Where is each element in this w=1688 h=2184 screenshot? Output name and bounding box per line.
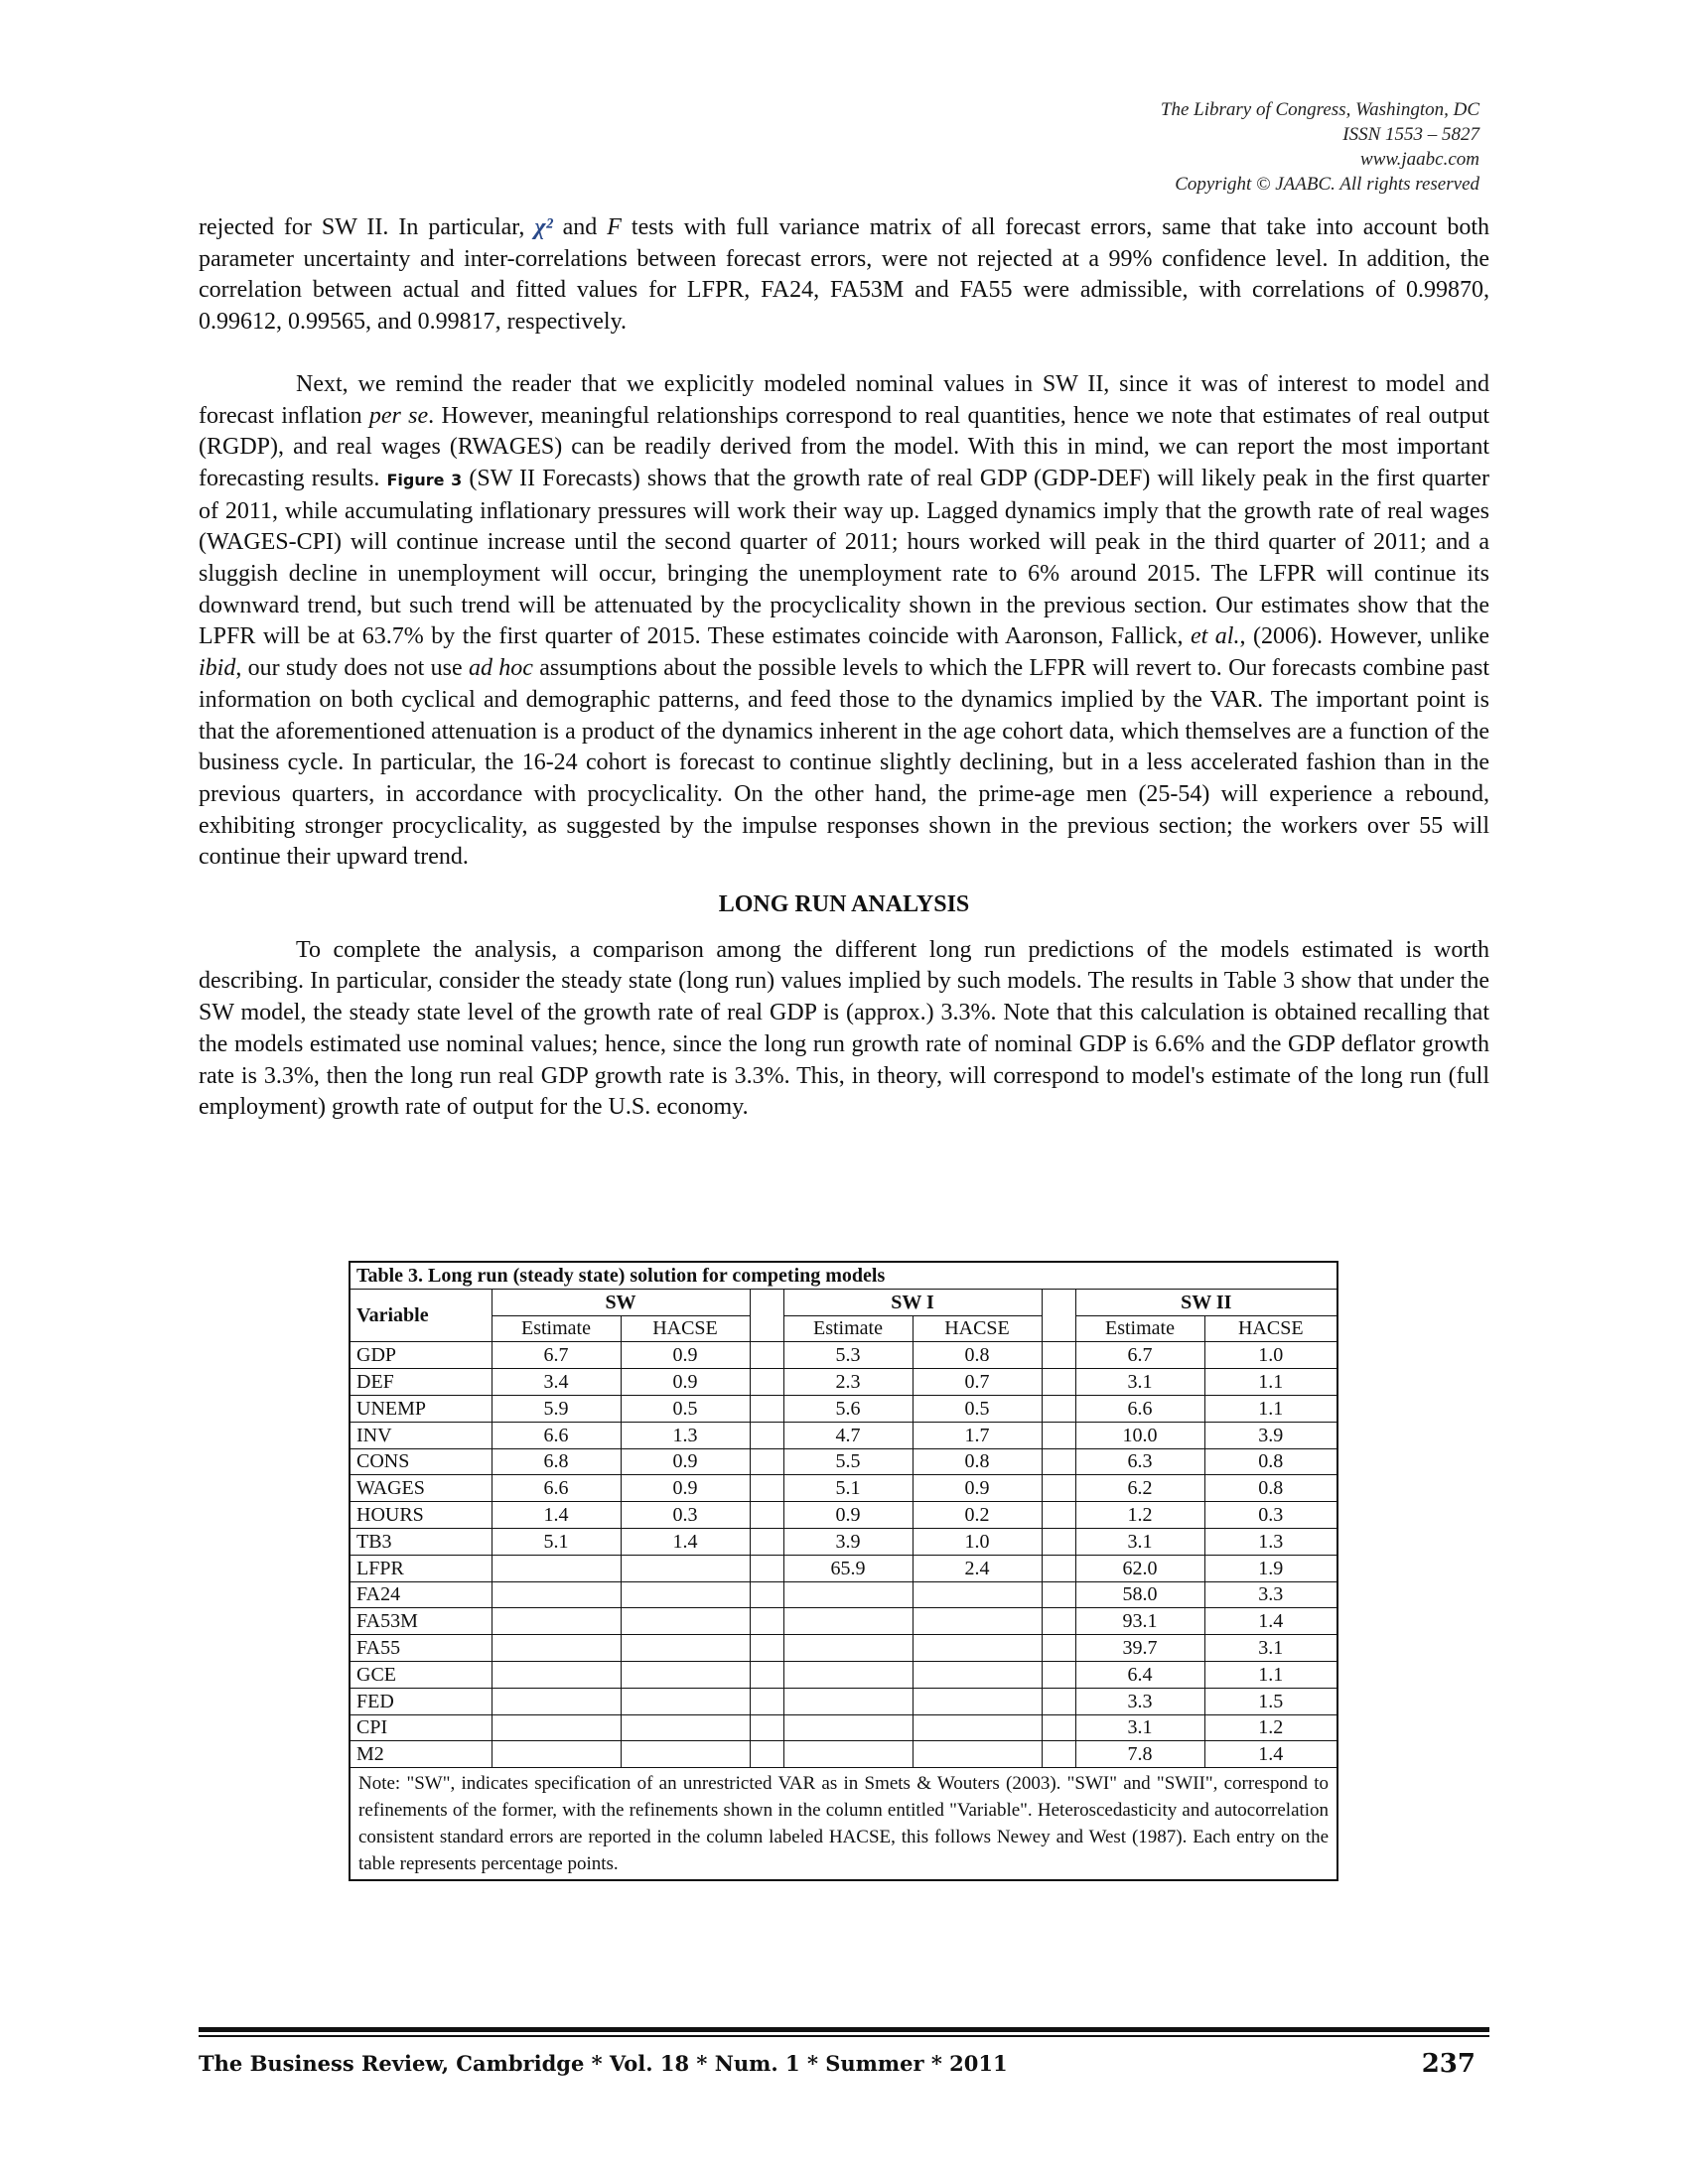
spacer-cell (1042, 1581, 1075, 1608)
sw-hacse-cell: 0.9 (621, 1369, 750, 1396)
sw-estimate-cell (492, 1635, 621, 1662)
paragraph-tests: rejected for SW II. In particular, χ² and F tests with full variance matrix of all forecast errors, same that take into account both parameter uncertainty and inter-correlations between forecast errors, were not rejected at a 99% confidence level. In addition, the correlation between actual and fitted values for LFPR, FA24, FA53M and FA55 were admissible, with correlations of 0.99870, 0.99612, 0.99565, and 0.99817, respectively. (199, 214, 1489, 336)
swii-estimate-cell: 6.4 (1075, 1661, 1204, 1688)
spacer-cell (1042, 1528, 1075, 1555)
chi-squared-symbol: χ² (534, 214, 553, 240)
sw-estimate-cell (492, 1555, 621, 1581)
swi-hacse-cell (913, 1688, 1042, 1714)
spacer-cell (750, 1448, 783, 1475)
sw-hacse-cell (621, 1635, 750, 1662)
spacer-cell (1042, 1475, 1075, 1502)
variable-cell: M2 (350, 1741, 492, 1768)
swii-hacse-cell: 1.0 (1204, 1342, 1337, 1369)
swi-hacse-cell: 0.8 (913, 1448, 1042, 1475)
subheader-estimate: Estimate (492, 1315, 621, 1342)
swii-estimate-cell: 3.1 (1075, 1369, 1204, 1396)
sw-hacse-cell: 0.9 (621, 1342, 750, 1369)
swii-hacse-cell: 3.3 (1204, 1581, 1337, 1608)
table-row (350, 1395, 1337, 1422)
table-row (350, 1475, 1337, 1502)
sw-estimate-cell: 3.4 (492, 1369, 621, 1396)
spacer-cell (1042, 1422, 1075, 1448)
table-body (350, 1342, 1337, 1768)
journal-header (1161, 97, 1479, 197)
subheader-hacse: HACSE (1204, 1315, 1337, 1342)
swi-hacse-cell (913, 1581, 1042, 1608)
sw-hacse-cell: 0.3 (621, 1502, 750, 1529)
swii-hacse-cell: 0.8 (1204, 1448, 1337, 1475)
spacer-cell (750, 1555, 783, 1581)
sw-hacse-cell: 1.3 (621, 1422, 750, 1448)
sw-hacse-cell: 1.4 (621, 1528, 750, 1555)
spacer-cell (1042, 1369, 1075, 1396)
swi-estimate-cell (783, 1714, 913, 1741)
table-row (350, 1422, 1337, 1448)
section-heading: LONG RUN ANALYSIS (718, 891, 970, 918)
swii-estimate-cell: 39.7 (1075, 1635, 1204, 1662)
table-row (350, 1502, 1337, 1529)
spacer-cell (750, 1342, 783, 1369)
header-line-issn: ISSN 1553 – 5827 (1342, 124, 1479, 145)
table-row (350, 1741, 1337, 1768)
sw-hacse-cell: 0.9 (621, 1475, 750, 1502)
spacer-cell (750, 1608, 783, 1635)
page-footer (199, 2049, 1489, 2079)
swii-hacse-cell: 0.8 (1204, 1475, 1337, 1502)
swi-estimate-cell: 5.1 (783, 1475, 913, 1502)
swi-estimate-cell: 0.9 (783, 1502, 913, 1529)
spacer-cell (750, 1369, 783, 1396)
swi-estimate-cell (783, 1688, 913, 1714)
sw-estimate-cell: 1.4 (492, 1502, 621, 1529)
swii-hacse-cell: 1.4 (1204, 1741, 1337, 1768)
swii-estimate-cell: 6.2 (1075, 1475, 1204, 1502)
subheader-estimate: Estimate (1075, 1315, 1204, 1342)
table-3 (349, 1261, 1336, 1881)
spacer-cell (750, 1422, 783, 1448)
variable-cell: LFPR (350, 1555, 492, 1581)
spacer-cell (750, 1581, 783, 1608)
footer-rule-thick (199, 2027, 1489, 2032)
sw-estimate-cell (492, 1688, 621, 1714)
variable-cell: GCE (350, 1661, 492, 1688)
swi-hacse-cell: 1.0 (913, 1528, 1042, 1555)
spacer-cell (750, 1289, 783, 1342)
sw-hacse-cell (621, 1555, 750, 1581)
table-row (350, 1555, 1337, 1581)
swi-hacse-cell (913, 1661, 1042, 1688)
swii-estimate-cell: 3.1 (1075, 1528, 1204, 1555)
spacer-cell (1042, 1608, 1075, 1635)
spacer-cell (750, 1661, 783, 1688)
table-row (350, 1635, 1337, 1662)
table-row (350, 1581, 1337, 1608)
sw-hacse-cell (621, 1608, 750, 1635)
spacer-cell (1042, 1555, 1075, 1581)
swii-hacse-cell: 1.9 (1204, 1555, 1337, 1581)
swii-estimate-cell: 3.3 (1075, 1688, 1204, 1714)
swii-hacse-cell: 1.1 (1204, 1369, 1337, 1396)
page-number: 237 (1421, 2049, 1476, 2079)
sw-hacse-cell (621, 1661, 750, 1688)
swi-estimate-cell: 5.6 (783, 1395, 913, 1422)
article-body (199, 212, 1489, 1124)
variable-cell: FA24 (350, 1581, 492, 1608)
swii-estimate-cell: 6.6 (1075, 1395, 1204, 1422)
table-row (350, 1342, 1337, 1369)
swi-hacse-cell: 0.8 (913, 1342, 1042, 1369)
spacer-cell (750, 1714, 783, 1741)
variable-cell: HOURS (350, 1502, 492, 1529)
sw-hacse-cell (621, 1688, 750, 1714)
subheader-estimate: Estimate (783, 1315, 913, 1342)
spacer-cell (750, 1741, 783, 1768)
spacer-cell (750, 1475, 783, 1502)
swi-estimate-cell (783, 1741, 913, 1768)
spacer-cell (1042, 1395, 1075, 1422)
swii-hacse-cell: 1.1 (1204, 1661, 1337, 1688)
variable-cell: FED (350, 1688, 492, 1714)
spacer-cell (1042, 1635, 1075, 1662)
paragraph-forecasts: Next, we remind the reader that we explicitly modeled nominal values in SW II, since it was of interest to model and forecast inflation per se. However, meaningful relationships correspond to real quantities, hence we note that estimates of real output (RGDP), and real wages (RWAGES) can be readily derived from the model. With this in mind, we can report the most important forecasting results. Figure 3 (SW II Forecasts) shows that the growth rate of real GDP (GDP-DEF) will likely peak in the first quarter of 2011, while accumulating inflationary pressures will work their way up. Lagged dynamics imply that the growth rate of real wages (WAGES-CPI) will continue increase until the second quarter of 2011; hours worked will peak in the third quarter of 2011; and a sluggish decline in unemployment will occur, bringing the unemployment rate to 6% around 2015. The LFPR will continue its downward trend, but such trend will be attenuated by the procyclicality shown in the previous section. Our estimates show that the LPFR will be at 63.7% by the first quarter of 2015. These estimates coincide with Aaronson, Fallick, et al., (2006). However, unlike ibid, our study does not use ad hoc assumptions about the possible levels to which the LFPR will revert to. Our forecasts combine past information on both cyclical and demographic patterns, and feed those to the dynamics implied by the VAR. The important point is that the aforementioned attenuation is a product of the dynamics inherent in the age cohort data, which themselves are a function of the business cycle. In particular, the 16-24 cohort is forecast to continue slightly declining, but in a less accelerated fashion than in the previous quarters, in accordance with procyclicality. On the other hand, the prime-age men (25-54) will experience a rebound, exhibiting stronger procyclicality, as suggested by the impulse responses shown in the previous section; the workers over 55 will continue their upward trend. (199, 370, 1490, 871)
swi-estimate-cell: 5.3 (783, 1342, 913, 1369)
swii-estimate-cell: 10.0 (1075, 1422, 1204, 1448)
sw-hacse-cell: 0.5 (621, 1395, 750, 1422)
sw-estimate-cell (492, 1661, 621, 1688)
swii-hacse-cell: 1.5 (1204, 1688, 1337, 1714)
subheader-hacse: HACSE (621, 1315, 750, 1342)
spacer-cell (1042, 1741, 1075, 1768)
table-row (350, 1608, 1337, 1635)
sw-hacse-cell (621, 1581, 750, 1608)
spacer-cell (1042, 1714, 1075, 1741)
table-caption: Table 3. Long run (steady state) solution for competing models (350, 1262, 1337, 1289)
sw-estimate-cell: 5.1 (492, 1528, 621, 1555)
sw-estimate-cell: 5.9 (492, 1395, 621, 1422)
variable-cell: FA55 (350, 1635, 492, 1662)
swi-estimate-cell (783, 1661, 913, 1688)
group-header-sw: SW (492, 1289, 750, 1315)
table-row (350, 1448, 1337, 1475)
swii-estimate-cell: 93.1 (1075, 1608, 1204, 1635)
swii-estimate-cell: 62.0 (1075, 1555, 1204, 1581)
table-row (350, 1661, 1337, 1688)
spacer-cell (750, 1395, 783, 1422)
figure-reference: Figure 3 (386, 470, 463, 489)
swii-hacse-cell: 1.2 (1204, 1714, 1337, 1741)
table-row (350, 1528, 1337, 1555)
variable-cell: WAGES (350, 1475, 492, 1502)
spacer-cell (750, 1528, 783, 1555)
spacer-cell (750, 1635, 783, 1662)
header-line-library: The Library of Congress, Washington, DC (1160, 99, 1479, 120)
variable-cell: CPI (350, 1714, 492, 1741)
spacer-cell (1042, 1289, 1075, 1342)
variable-cell: CONS (350, 1448, 492, 1475)
footer-journal: The Business Review, Cambridge * Vol. 18 * Num. 1 * Summer * 2011 (199, 2051, 1008, 2076)
swi-estimate-cell: 65.9 (783, 1555, 913, 1581)
swi-hacse-cell: 0.5 (913, 1395, 1042, 1422)
subheader-hacse: HACSE (913, 1315, 1042, 1342)
paragraph-long-run: To complete the analysis, a comparison among the different long run predictions of the models estimated is worth describing. In particular, consider the steady state (long run) values implied by such models. The results in Table 3 show that under the SW model, the steady state level of the growth rate of real GDP is (approx.) 3.3%. Note that this calculation is obtained recalling that the models estimated use nominal values; hence, since the long run growth rate of nominal GDP is 6.6% and the GDP deflator growth rate is 3.3%, then the long run real GDP growth rate is 3.3%. This, in theory, will correspond to model's estimate of the long run (full employment) growth rate of output for the U.S. economy. (199, 936, 1489, 1121)
spacer-cell (1042, 1448, 1075, 1475)
sw-estimate-cell: 6.7 (492, 1342, 621, 1369)
variable-cell: INV (350, 1422, 492, 1448)
sw-hacse-cell (621, 1741, 750, 1768)
swi-hacse-cell (913, 1635, 1042, 1662)
variable-cell: TB3 (350, 1528, 492, 1555)
header-line-website: www.jaabc.com (1360, 149, 1479, 170)
sw-estimate-cell (492, 1714, 621, 1741)
variable-cell: GDP (350, 1342, 492, 1369)
table-note: Note: "SW", indicates specification of an unrestricted VAR as in Smets & Wouters (2003). "SWI" and "SWII", correspond to refinements of the former, with the refinements shown in the column entitled "Variable". Heteroscedasticity and autocorrelation consistent standard errors are reported in the column labeled HACSE, this follows Newey and West (1987). Each entry on the table represents percentage points. (350, 1768, 1337, 1881)
spacer-cell (750, 1502, 783, 1529)
swii-estimate-cell: 6.7 (1075, 1342, 1204, 1369)
swi-estimate-cell: 2.3 (783, 1369, 913, 1396)
swi-hacse-cell (913, 1741, 1042, 1768)
swi-estimate-cell: 3.9 (783, 1528, 913, 1555)
swii-estimate-cell: 7.8 (1075, 1741, 1204, 1768)
sw-estimate-cell: 6.8 (492, 1448, 621, 1475)
swi-hacse-cell: 0.7 (913, 1369, 1042, 1396)
spacer-cell (1042, 1342, 1075, 1369)
variable-header: Variable (350, 1289, 492, 1342)
swi-hacse-cell (913, 1608, 1042, 1635)
variable-cell: FA53M (350, 1608, 492, 1635)
swii-estimate-cell: 1.2 (1075, 1502, 1204, 1529)
swii-hacse-cell: 3.1 (1204, 1635, 1337, 1662)
sw-estimate-cell (492, 1608, 621, 1635)
swi-estimate-cell: 4.7 (783, 1422, 913, 1448)
sw-estimate-cell: 6.6 (492, 1475, 621, 1502)
group-header-swi: SW I (783, 1289, 1042, 1315)
swii-hacse-cell: 3.9 (1204, 1422, 1337, 1448)
swii-estimate-cell: 3.1 (1075, 1714, 1204, 1741)
variable-cell: UNEMP (350, 1395, 492, 1422)
swii-hacse-cell: 1.3 (1204, 1528, 1337, 1555)
swi-estimate-cell (783, 1635, 913, 1662)
sw-estimate-cell (492, 1581, 621, 1608)
swi-estimate-cell: 5.5 (783, 1448, 913, 1475)
footer-rule-thin (199, 2035, 1489, 2037)
swii-hacse-cell: 1.4 (1204, 1608, 1337, 1635)
table-row (350, 1688, 1337, 1714)
swii-hacse-cell: 0.3 (1204, 1502, 1337, 1529)
group-header-swii: SW II (1075, 1289, 1337, 1315)
header-line-copyright: Copyright © JAABC. All rights reserved (1175, 174, 1479, 195)
spacer-cell (1042, 1661, 1075, 1688)
swii-estimate-cell: 6.3 (1075, 1448, 1204, 1475)
table-row (350, 1369, 1337, 1396)
spacer-cell (750, 1688, 783, 1714)
swi-hacse-cell (913, 1714, 1042, 1741)
long-run-table (349, 1261, 1338, 1881)
swii-hacse-cell: 1.1 (1204, 1395, 1337, 1422)
swii-estimate-cell: 58.0 (1075, 1581, 1204, 1608)
spacer-cell (1042, 1502, 1075, 1529)
swi-hacse-cell: 2.4 (913, 1555, 1042, 1581)
swi-estimate-cell (783, 1581, 913, 1608)
spacer-cell (1042, 1688, 1075, 1714)
sw-estimate-cell (492, 1741, 621, 1768)
sw-hacse-cell: 0.9 (621, 1448, 750, 1475)
swi-hacse-cell: 0.9 (913, 1475, 1042, 1502)
sw-estimate-cell: 6.6 (492, 1422, 621, 1448)
swi-hacse-cell: 0.2 (913, 1502, 1042, 1529)
variable-cell: DEF (350, 1369, 492, 1396)
swi-estimate-cell (783, 1608, 913, 1635)
sw-hacse-cell (621, 1714, 750, 1741)
table-row (350, 1714, 1337, 1741)
swi-hacse-cell: 1.7 (913, 1422, 1042, 1448)
